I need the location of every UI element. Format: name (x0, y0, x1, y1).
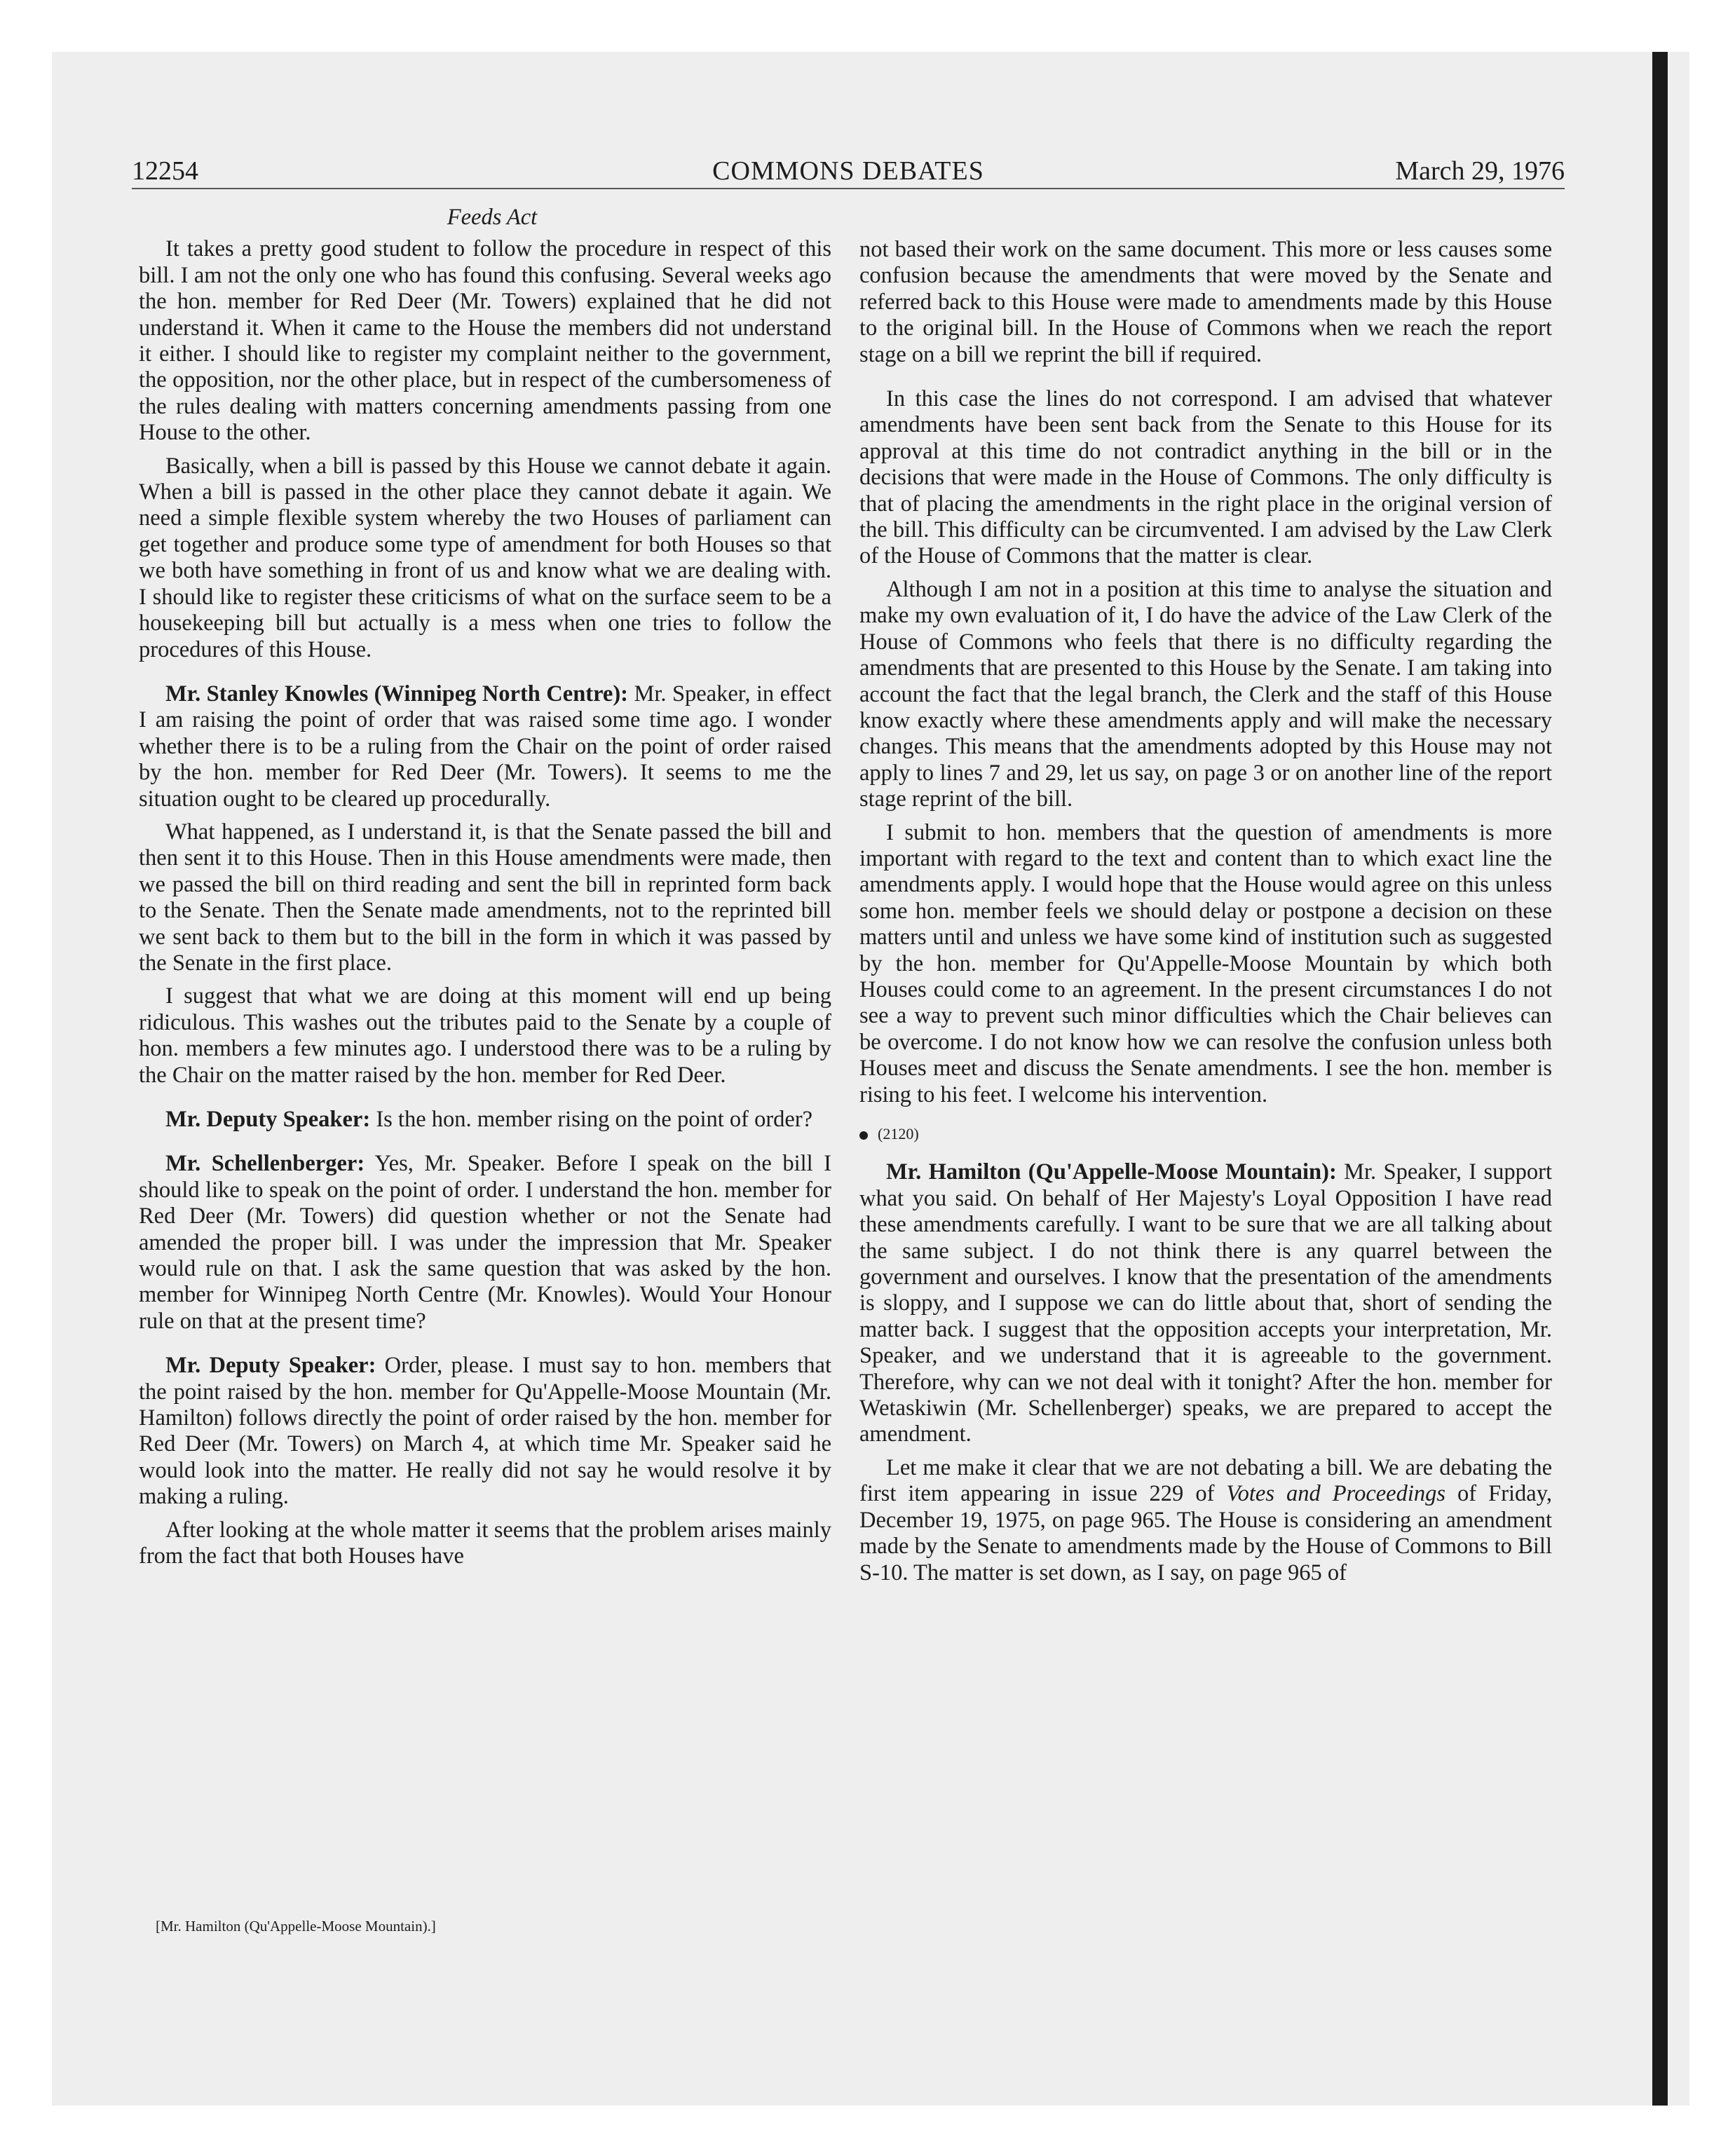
time-marker (859, 1121, 1552, 1147)
speech-paragraph (139, 1151, 831, 1335)
speaker-name: Mr. Hamilton (Qu'Appelle-Moose Mountain): (886, 1159, 1337, 1185)
paragraph: I suggest that what we are doing at this moment will end up being ridiculous. This washes out the tributes paid to the Senate by a couple of hon. members a few minutes ago. I understood there was to be a ruling by the Chair on the matter raised by the hon. member for Red Deer. (139, 983, 831, 1088)
page-number: 12254 (132, 156, 198, 186)
speech-text: Mr. Speaker, in effect I am raising the point of order that was raised some time ago. I wonder whether there is to be a ruling from the Chair on the point of order raised by the hon. member for Red Deer (Mr. Towers). It seems to me the situation ought to be cleared up procedurally. (139, 681, 831, 812)
paragraph: In this case the lines do not correspond. I am advised that whatever amendments have been sent back from the Senate to this House for its approval at this time do not contradict anything in the bill or in the decisions that were made in the House of Commons. The only difficulty is that of placing the amendments in the right place in the original version of the bill. This difficulty can be circumvented. I am advised by the Law Clerk of the House of Commons that the matter is clear. (859, 386, 1552, 569)
speech-paragraph (139, 1107, 831, 1133)
speech-text: Is the hon. member rising on the point of order? (370, 1107, 813, 1132)
paragraph: Although I am not in a position at this time to analyse the situation and make my own evaluation of it, I do have the advice of the Law Clerk of the House of Commons who feels that there is no difficulty regarding the amendments that are presented to this House by the Senate. I am taking into account the fact that the legal branch, the Clerk and the staff of this House know exactly where these amendments apply and will make the necessary changes. This means that the amendments adopted by this House may not apply to lines 7 and 29, let us say, on page 3 or on another line of the report stage reprint of the bill. (859, 576, 1552, 812)
page-header (132, 156, 1565, 189)
paragraph (859, 1455, 1552, 1586)
footer-speaker-note: [Mr. Hamilton (Qu'Appelle-Moose Mountain).] (156, 1918, 436, 1935)
paragraph: I submit to hon. members that the question of amendments is more important with regard to the text and content than to which exact line the amendments apply. I would hope that the House would agree on this unless some hon. member feels we should delay or postpone a decision on these matters until and unless we have some kind of institution such as suggested by the hon. member for Qu'Appelle-Moose Mountain by which both Houses could come to an agreement. In the present circumstances I do not see a way to prevent such minor difficulties which the Chair believes can be overcome. I do not know how we can resolve the confusion unless both Houses meet and discuss the Senate amendments. I see the hon. member is rising to his feet. I welcome his intervention. (859, 819, 1552, 1107)
speaker-name: Mr. Deputy Speaker: (165, 1107, 371, 1132)
publication-title: COMMONS DEBATES (712, 156, 984, 186)
bullet-icon (859, 1131, 868, 1140)
time-marker-text: (2120) (878, 1125, 919, 1142)
section-title: Feeds Act (447, 205, 538, 230)
scan-edge-shadow (1652, 52, 1668, 2106)
paragraph: It takes a pretty good student to follow the procedure in respect of this bill. I am not the only one who has found this confusing. Several weeks ago the hon. member for Red Deer (Mr. Towers) explained that he did not understand it. When it came to the House the members did not understand it either. I should like to register my complaint neither to the government, the opposition, nor the other place, but in respect of the cumbersomeness of the rules dealing with matters concerning amendments passing from one House to the other. (139, 236, 831, 446)
publication-date: March 29, 1976 (1395, 156, 1565, 186)
paragraph: After looking at the whole matter it seems that the problem arises mainly from the fact that both Houses have (139, 1517, 831, 1569)
paragraph-text: of Friday, December 19, 1975, on page 965. The House is considering an amendment made by the Senate to amendments made by the House of Commons to Bill S-10. The matter is set down, as I say, on page 965 of (859, 1481, 1552, 1585)
speech-text: Yes, Mr. Speaker. Before I speak on the bill I should like to speak on the point of order. I understand the hon. member for Red Deer (Mr. Towers) did question whether or not the Senate had amended the proper bill. I was under the impression that Mr. Speaker would rule on that. I ask the same question that was asked by the hon. member for Winnipeg North Centre (Mr. Knowles). Would Your Honour rule on that at the present time? (139, 1151, 831, 1334)
paragraph: not based their work on the same document. This more or less causes some confusion because the amendments that were moved by the Senate and referred back to this House were made to amendments made by this House to the original bill. In the House of Commons when we reach the report stage on a bill we reprint the bill if required. (859, 237, 1552, 367)
paragraph-text: Let me make it clear that we are not debating a bill. We are debating the first item appearing in issue 229 of (859, 1454, 1552, 1507)
speech-text: Mr. Speaker, I support what you said. On behalf of Her Majesty's Loyal Opposition I have read these amendments carefully. I want to be sure that we are all talking about the same subject. I do not think there is any quarrel between the government and ourselves. I know that the presentation of the amendments is sloppy, and I suppose we can do little about that, short of sending the matter back. I suggest that the opposition accepts your interpretation, Mr. Speaker, and we understand that it is agreeable to the government. Therefore, why can we not deal with it tonight? After the hon. member for Wetaskiwin (Mr. Schellenberger) speaks, we are prepared to accept the amendment. (859, 1159, 1553, 1447)
speaker-name: Mr. Deputy Speaker: (165, 1353, 376, 1379)
speaker-name: Mr. Stanley Knowles (Winnipeg North Centre): (165, 681, 629, 707)
publication-reference: Votes and Proceedings (1226, 1481, 1446, 1507)
speech-paragraph (139, 681, 831, 812)
speech-paragraph (859, 1159, 1552, 1447)
right-column (859, 237, 1552, 1593)
left-column (139, 205, 831, 1577)
speaker-name: Mr. Schellenberger: (165, 1151, 365, 1177)
paragraph: Basically, when a bill is passed by this House we cannot debate it again. When a bill is passed in the other place they cannot debate it again. We need a simple flexible system whereby the two Houses of parliament can get together and produce some type of amendment for both Houses so that we both have something in front of us and know what we are dealing with. I should like to register these criticisms of what on the surface seem to be a housekeeping bill but actually is a mess when one tries to follow the procedures of this House. (139, 453, 831, 662)
paragraph: What happened, as I understand it, is that the Senate passed the bill and then sent it to this House. Then in this House amendments were made, then we passed the bill on third reading and sent the bill in reprinted form back to the Senate. Then the Senate made amendments, not to the reprinted bill we sent back to them but to the bill in the form in which it was passed by the Senate in the first place. (139, 819, 831, 976)
speech-paragraph (139, 1353, 831, 1510)
speech-text: Order, please. I must say to hon. members that the point raised by the hon. member for Qu'Appelle-Moose Mountain (Mr. Hamilton) follows directly the point of order raised by the hon. member for Red Deer (Mr. Towers) on March 4, at which time Mr. Speaker said he would look into the matter. He really did not say he would resolve it by making a ruling. (139, 1353, 831, 1510)
